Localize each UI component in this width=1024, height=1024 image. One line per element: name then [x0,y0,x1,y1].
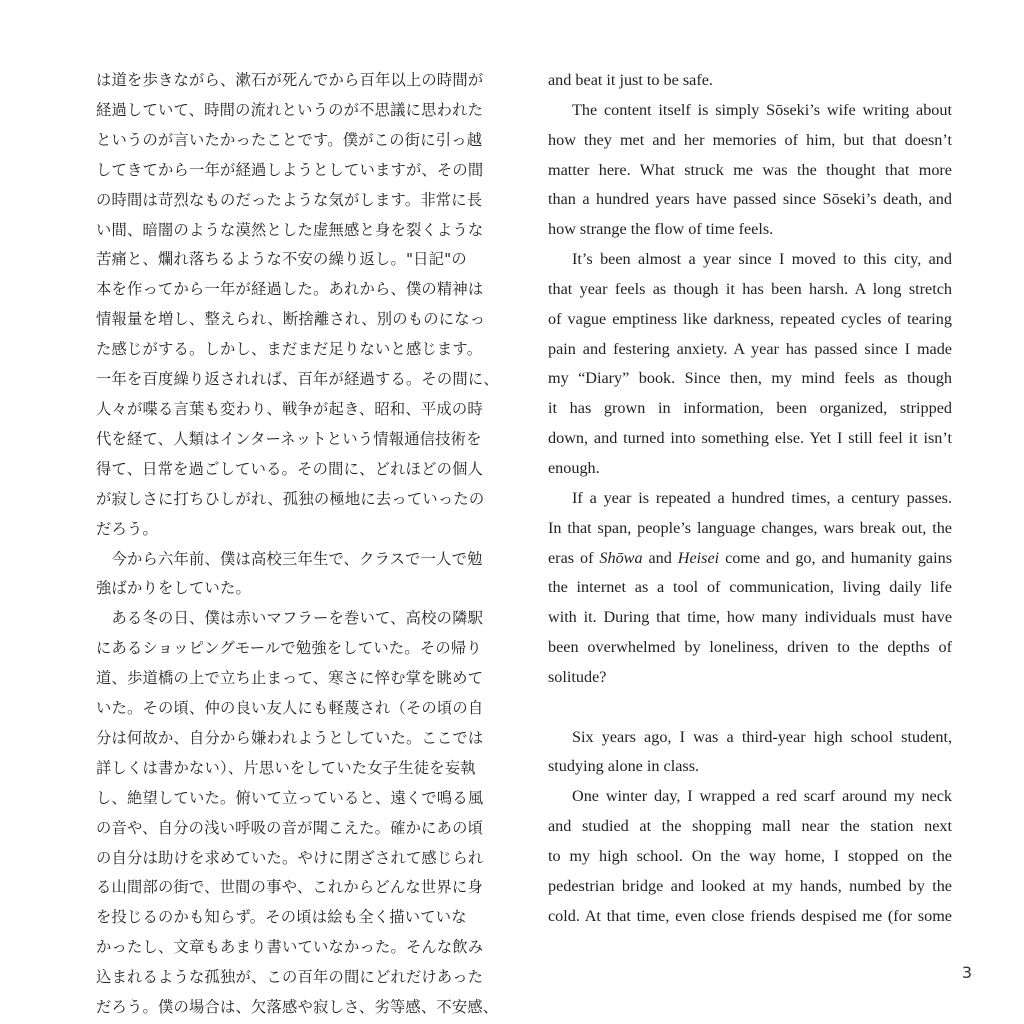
italic-era-name: Shōwa [599,548,643,567]
japanese-text-line: 詳しくは書かない）、片思いをしていた女子生徒を妄執 [96,758,476,777]
english-text-column [548,66,952,931]
english-text-line: Six years ago, I was a third-year high school student, [572,727,952,746]
japanese-text-line: 得て、日常を過ごしている。その間に、どれほどの個人 [96,459,484,478]
japanese-text-line: 今から六年前、僕は高校三年生で、クラスで一人で勉 [96,549,483,568]
japanese-text-line: 代を経て、人類はインターネットという情報通信技術を [96,429,482,448]
japanese-text-line: いた。その頃、仲の良い友人にも軽蔑され（その頃の自 [96,699,484,718]
text-fragment: eras of [548,548,600,567]
japanese-text-line: し、絶望していた。俯いて立っていると、遠くで鳴る風 [96,788,484,807]
english-text-line [548,544,952,574]
japanese-text-column [96,66,506,1023]
japanese-text-line: だろう。 [96,519,158,538]
english-text-line: how they met and her memories of him, but that doesn’t [548,130,952,149]
japanese-text-line: 込まれるような孤独が、この百年の間にどれだけあった [96,968,484,987]
english-text-line: enough. [548,458,600,477]
japanese-text-line: かったし、文章もあまり書いていなかった。そんな飲み [96,938,484,957]
japanese-text-line: ある冬の日、僕は赤いマフラーを巻いて、高校の隣駅 [96,609,484,628]
english-text-line: matter here. What struck me was the thought that more [548,160,952,179]
english-text-line: It’s been almost a year since I moved to this city, and [572,250,952,269]
japanese-text-line: 分は何故か、自分から嫌われようとしていた。ここでは [96,728,484,747]
english-text-line: that year feels as though it has been harsh. A long stretch [548,279,952,298]
english-text-line: than a hundred years have passed since Sōseki’s death, and [548,190,952,209]
english-text-line: down, and turned into something else. Yet I still feel it isn’t [548,429,952,448]
english-text-line: pedestrian bridge and looked at my hands, numbed by the [548,876,952,895]
japanese-text-line: の音や、自分の浅い呼吸の音が聞こえた。確かにあの頃 [96,818,484,837]
japanese-text-line: い間、暗闇のような漠然とした虚無感と身を裂くような [96,220,484,239]
english-text-line: it has grown in information, been organized, stripped [548,399,952,418]
english-text-line: with it. During that time, how many individuals must have [548,608,952,627]
japanese-text-line: 道、歩道橋の上で立ち止まって、寒さに悴む掌を眺めて [96,669,484,688]
text-fragment: and [642,548,678,567]
japanese-text-line: 情報量を増し、整えられ、断捨離され、別のものになっ [96,310,486,329]
english-text-line: how strange the flow of time feels. [548,220,774,239]
english-text-line: The content itself is simply Sōseki’s wife writing about [572,100,952,119]
japanese-text-line: 経過していて、時間の流れというのが不思議に思われた [96,100,484,119]
english-text-line: If a year is repeated a hundred times, a century passes. [572,488,952,507]
japanese-text-line: にあるショッピングモールで勉強をしていた。その帰り [96,639,482,658]
japanese-text-line: は道を歩きながら、漱石が死んでから百年以上の時間が [96,71,484,89]
english-text-line: been overwhelmed by loneliness, driven to the depths of [548,638,952,657]
japanese-text-line: だろう。僕の場合は、欠落感や寂しさ、劣等感、不安感、 [96,998,499,1017]
japanese-text-line: 人々が喋る言葉も変わり、戦争が起き、昭和、平成の時 [96,399,483,418]
page-number: 3 [961,963,972,982]
japanese-text-line: 本を作ってから一年が経過した。あれから、僕の精神は [96,280,484,299]
japanese-text-line: を投じるのかも知らず。その頃は絵も全く描いていな [96,908,467,927]
english-text-line: and studied at the shopping mall near the station next [548,817,952,836]
japanese-text-line: してきてから一年が経過しようとしていますが、その間 [96,160,484,179]
japanese-text-line: が寂しさに打ちひしがれ、孤独の極地に去っていったの [96,489,485,508]
japanese-text-line: 一年を百度繰り返されれば、百年が経過する。その間に、 [96,370,499,389]
japanese-text-line: た感じがする。しかし、まだまだ足りないと感じます。 [96,340,483,359]
english-text-line: to my high school. On the way home, I stopped on the [548,846,952,865]
english-text-line: In that span, people’s language changes, wars break out, the [548,518,952,537]
japanese-text-line: 強ばかりをしていた。 [96,579,251,598]
italic-era-name: Heisei [677,548,720,567]
english-text-line: studying alone in class. [548,757,700,776]
english-text-line: my “Diary” book. Since then, my mind feels as though [548,369,952,388]
english-text-line: solitude? [548,667,607,686]
english-text-line: One winter day, I wrapped a red scarf around my neck [572,787,952,806]
japanese-text-line: の時間は苛烈なものだったような気がします。非常に長 [96,190,483,209]
english-text-line: the internet as a tool of communication, living daily life [548,578,952,597]
english-text-line: and beat it just to be safe. [548,71,713,89]
japanese-text-line: る山間部の街で、世間の事や、これからどんな世界に身 [96,878,483,897]
paragraph-spacer [548,693,952,723]
japanese-text-line: の自分は助けを求めていた。やけに閉ざされて感じられ [96,848,484,867]
japanese-text-line: というのが言いたかったことです。僕がこの街に引っ越 [96,130,483,149]
text-fragment: come and go, and humanity gains [719,548,953,567]
english-text-line: of vague emptiness like darkness, repeated cycles of tearing [548,309,952,328]
english-text-line: cold. At that time, even close friends despised me (for some [548,906,952,925]
japanese-text-line: 苦痛と、爛れ落ちるような不安の繰り返し。"日記"の [96,250,467,269]
english-text-line: pain and festering anxiety. A year has passed since I made [548,339,952,358]
